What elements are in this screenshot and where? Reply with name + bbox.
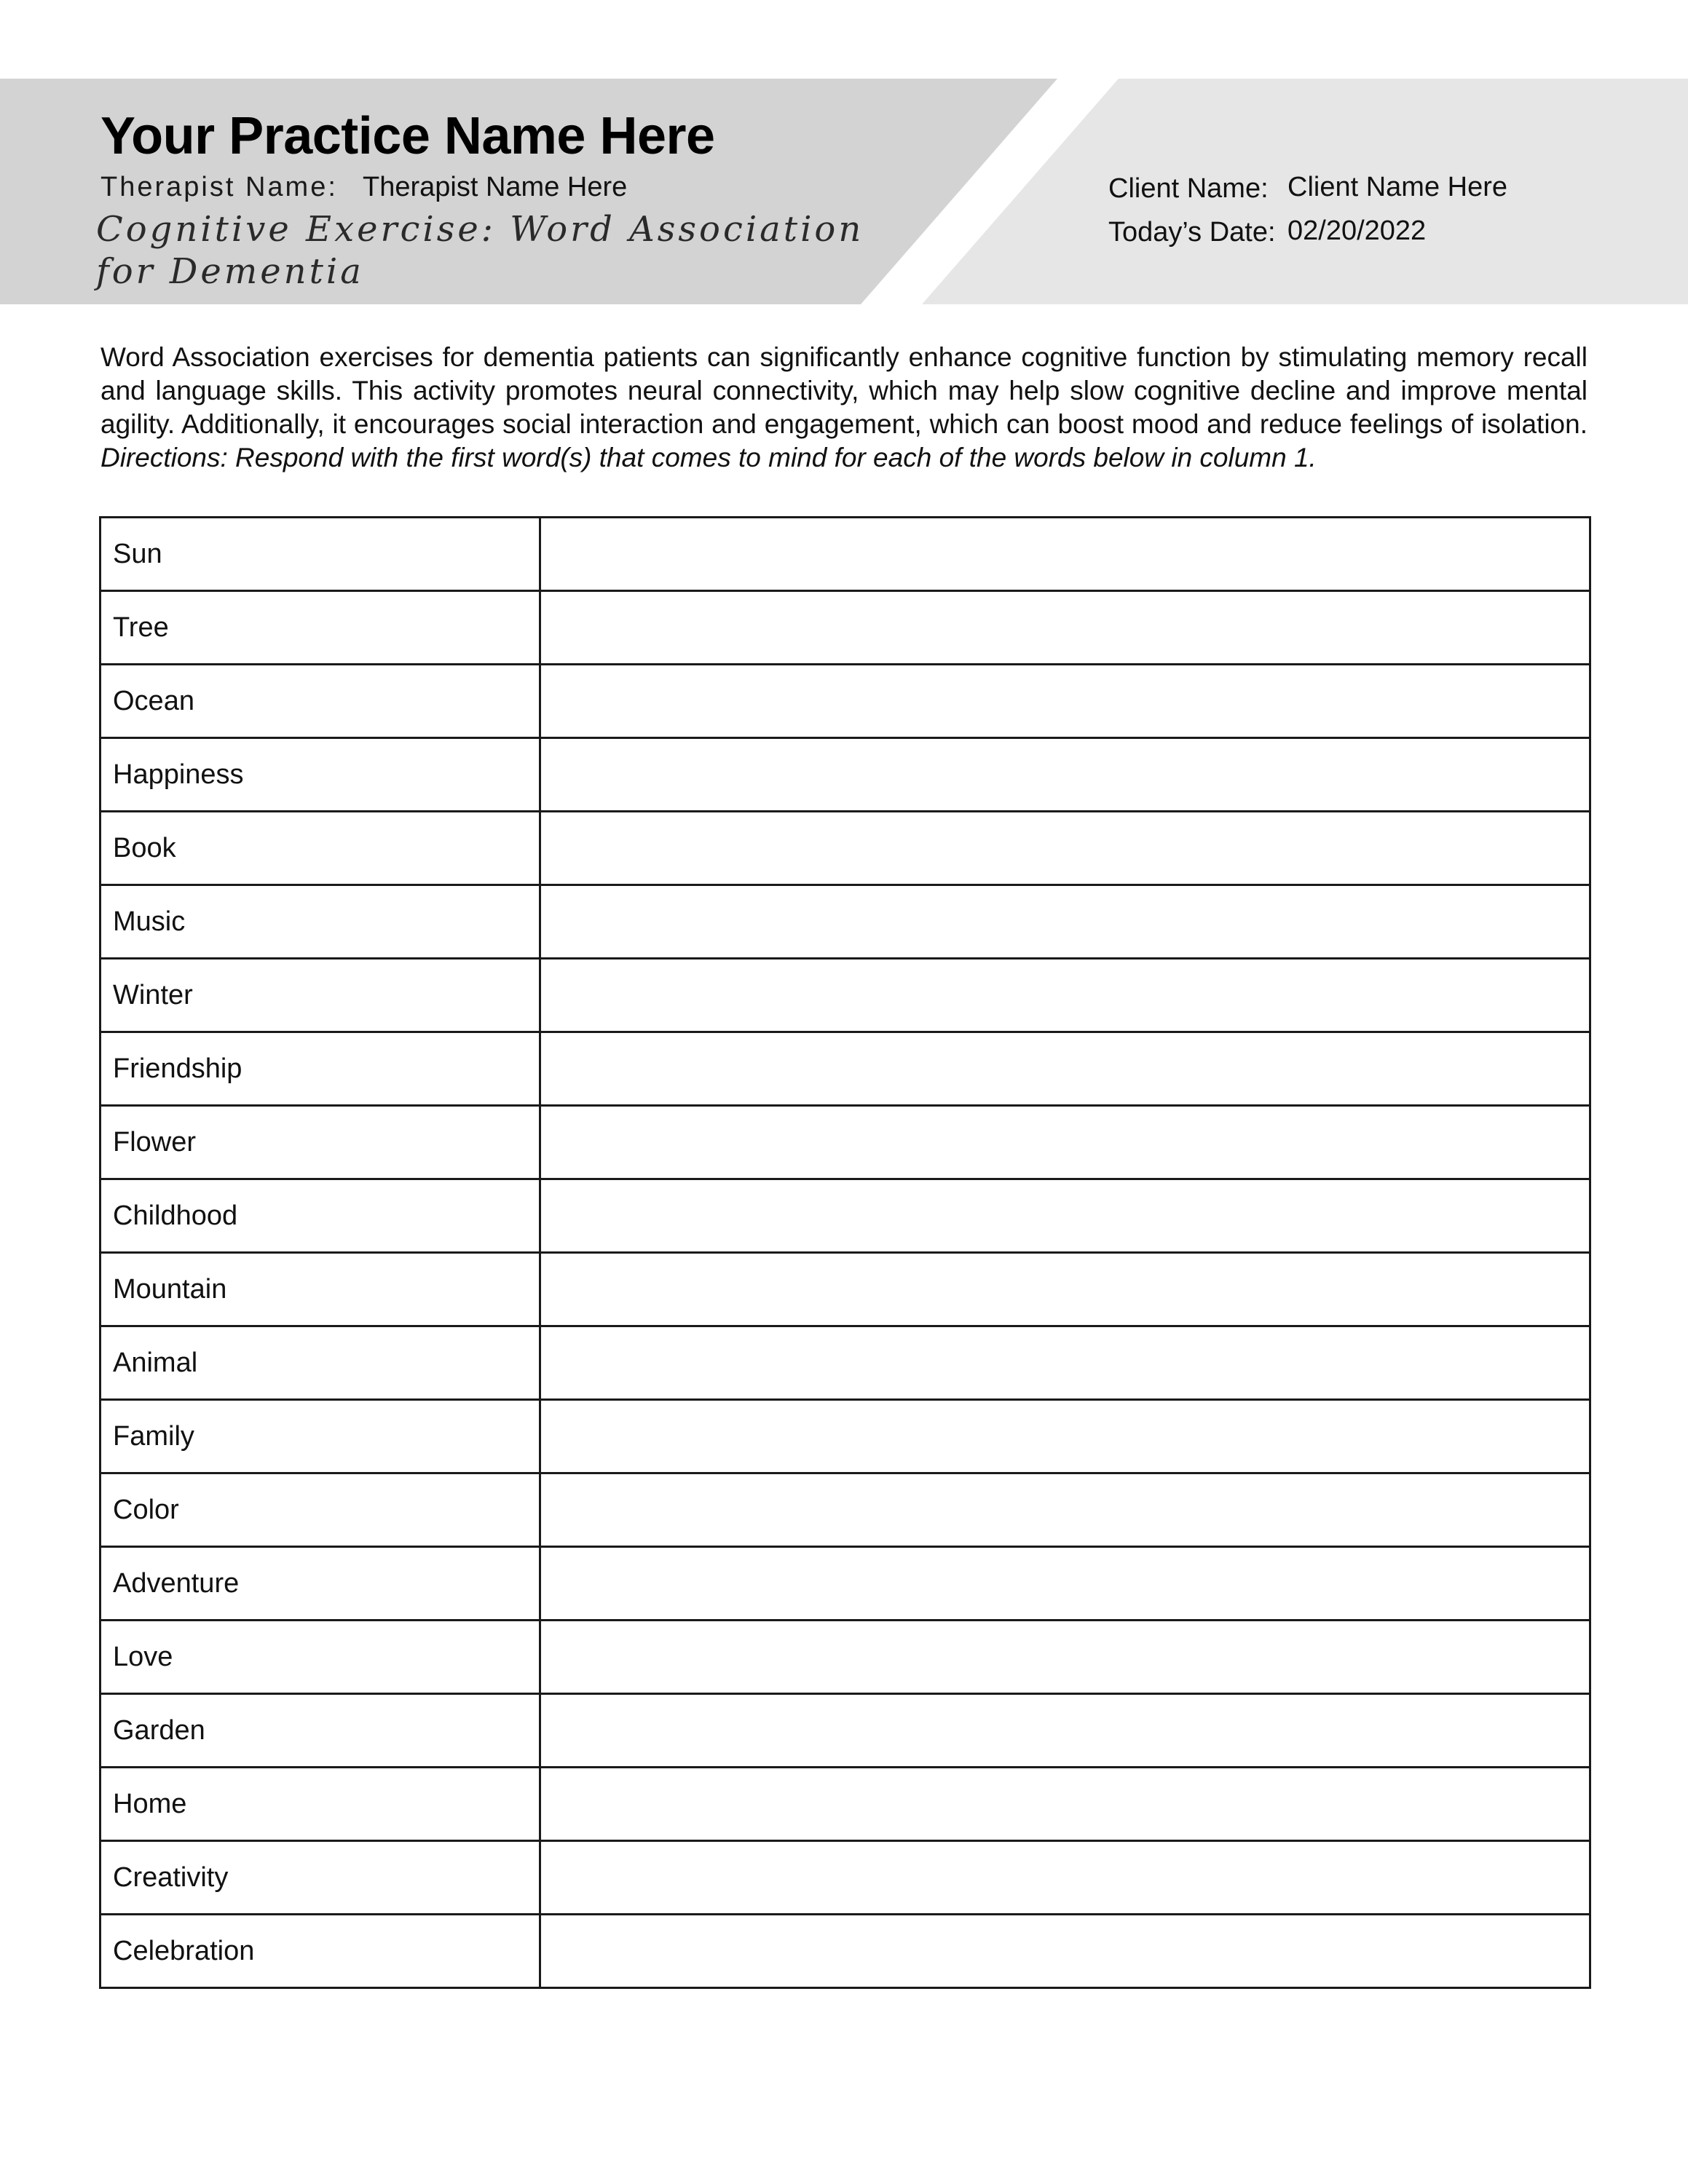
table-row — [100, 1694, 1590, 1768]
answer-cell[interactable] — [540, 1547, 1590, 1621]
table-row — [100, 885, 1590, 959]
answer-cell[interactable] — [540, 959, 1590, 1032]
client-name-value: Client Name Here — [1287, 172, 1507, 202]
prompt-word-cell: Ocean — [100, 665, 540, 738]
prompt-word-cell: Family — [100, 1400, 540, 1473]
table-row — [100, 1400, 1590, 1473]
prompt-word-cell: Happiness — [100, 738, 540, 812]
todays-date-value: 02/20/2022 — [1287, 215, 1427, 246]
client-name-label: Client Name: — [1108, 173, 1269, 204]
prompt-word-cell: Home — [100, 1768, 540, 1841]
answer-cell[interactable] — [540, 1694, 1590, 1768]
answer-cell[interactable] — [540, 1032, 1590, 1106]
answer-cell[interactable] — [540, 1253, 1590, 1326]
table-row — [100, 665, 1590, 738]
worksheet-title: Cognitive Exercise: Word Association for Dementia — [96, 209, 864, 292]
prompt-word-cell: Music — [100, 885, 540, 959]
answer-cell[interactable] — [540, 591, 1590, 665]
prompt-word-cell: Adventure — [100, 1547, 540, 1621]
table-row — [100, 518, 1590, 591]
answer-cell[interactable] — [540, 885, 1590, 959]
table-row — [100, 959, 1590, 1032]
table-row — [100, 1915, 1590, 1988]
prompt-word-cell: Celebration — [100, 1915, 540, 1988]
prompt-word-cell: Color — [100, 1473, 540, 1547]
table-row — [100, 812, 1590, 885]
answer-cell[interactable] — [540, 1621, 1590, 1694]
word-association-table — [99, 516, 1591, 1989]
answer-cell[interactable] — [540, 1400, 1590, 1473]
intro-body: Word Association exercises for dementia patients can significantly enhance cognitive function by stimulating memory recall and language skills. This activity promotes neural connectivity, which may help slow cognitive decline and improve mental agility. Additionally, it encourages social interaction and engagement, which can boost mood and reduce feelings of isolation. — [100, 342, 1588, 439]
practice-name: Your Practice Name Here — [100, 107, 715, 165]
therapist-name-value: Therapist Name Here — [363, 172, 628, 202]
answer-cell[interactable] — [540, 665, 1590, 738]
prompt-word-cell: Garden — [100, 1694, 540, 1768]
therapist-name-label: Therapist Name: — [100, 172, 338, 202]
prompt-word-cell: Book — [100, 812, 540, 885]
word-rows — [100, 518, 1590, 1988]
prompt-word-cell: Sun — [100, 518, 540, 591]
prompt-word-cell: Winter — [100, 959, 540, 1032]
table-row — [100, 1179, 1590, 1253]
answer-cell[interactable] — [540, 1326, 1590, 1400]
table-row — [100, 1841, 1590, 1915]
prompt-word-cell: Creativity — [100, 1841, 540, 1915]
prompt-word-cell: Love — [100, 1621, 540, 1694]
prompt-word-cell: Animal — [100, 1326, 540, 1400]
todays-date-label: Today’s Date: — [1108, 217, 1276, 248]
intro-paragraph — [100, 341, 1588, 475]
answer-cell[interactable] — [540, 1106, 1590, 1179]
table-row — [100, 1768, 1590, 1841]
answer-cell[interactable] — [540, 1473, 1590, 1547]
table-row — [100, 1032, 1590, 1106]
answer-cell[interactable] — [540, 1915, 1590, 1988]
answer-cell[interactable] — [540, 812, 1590, 885]
table-row — [100, 1621, 1590, 1694]
answer-cell[interactable] — [540, 1179, 1590, 1253]
table-row — [100, 738, 1590, 812]
prompt-word-cell: Friendship — [100, 1032, 540, 1106]
prompt-word-cell: Mountain — [100, 1253, 540, 1326]
table-row — [100, 1326, 1590, 1400]
prompt-word-cell: Flower — [100, 1106, 540, 1179]
table-row — [100, 1473, 1590, 1547]
directions-text: Directions: Respond with the first word(s) that comes to mind for each of the words below in column 1. — [100, 443, 1317, 472]
table-row — [100, 1106, 1590, 1179]
answer-cell[interactable] — [540, 738, 1590, 812]
table-row — [100, 1253, 1590, 1326]
table-row — [100, 591, 1590, 665]
answer-cell[interactable] — [540, 1841, 1590, 1915]
table-row — [100, 1547, 1590, 1621]
prompt-word-cell: Tree — [100, 591, 540, 665]
answer-cell[interactable] — [540, 518, 1590, 591]
prompt-word-cell: Childhood — [100, 1179, 540, 1253]
answer-cell[interactable] — [540, 1768, 1590, 1841]
